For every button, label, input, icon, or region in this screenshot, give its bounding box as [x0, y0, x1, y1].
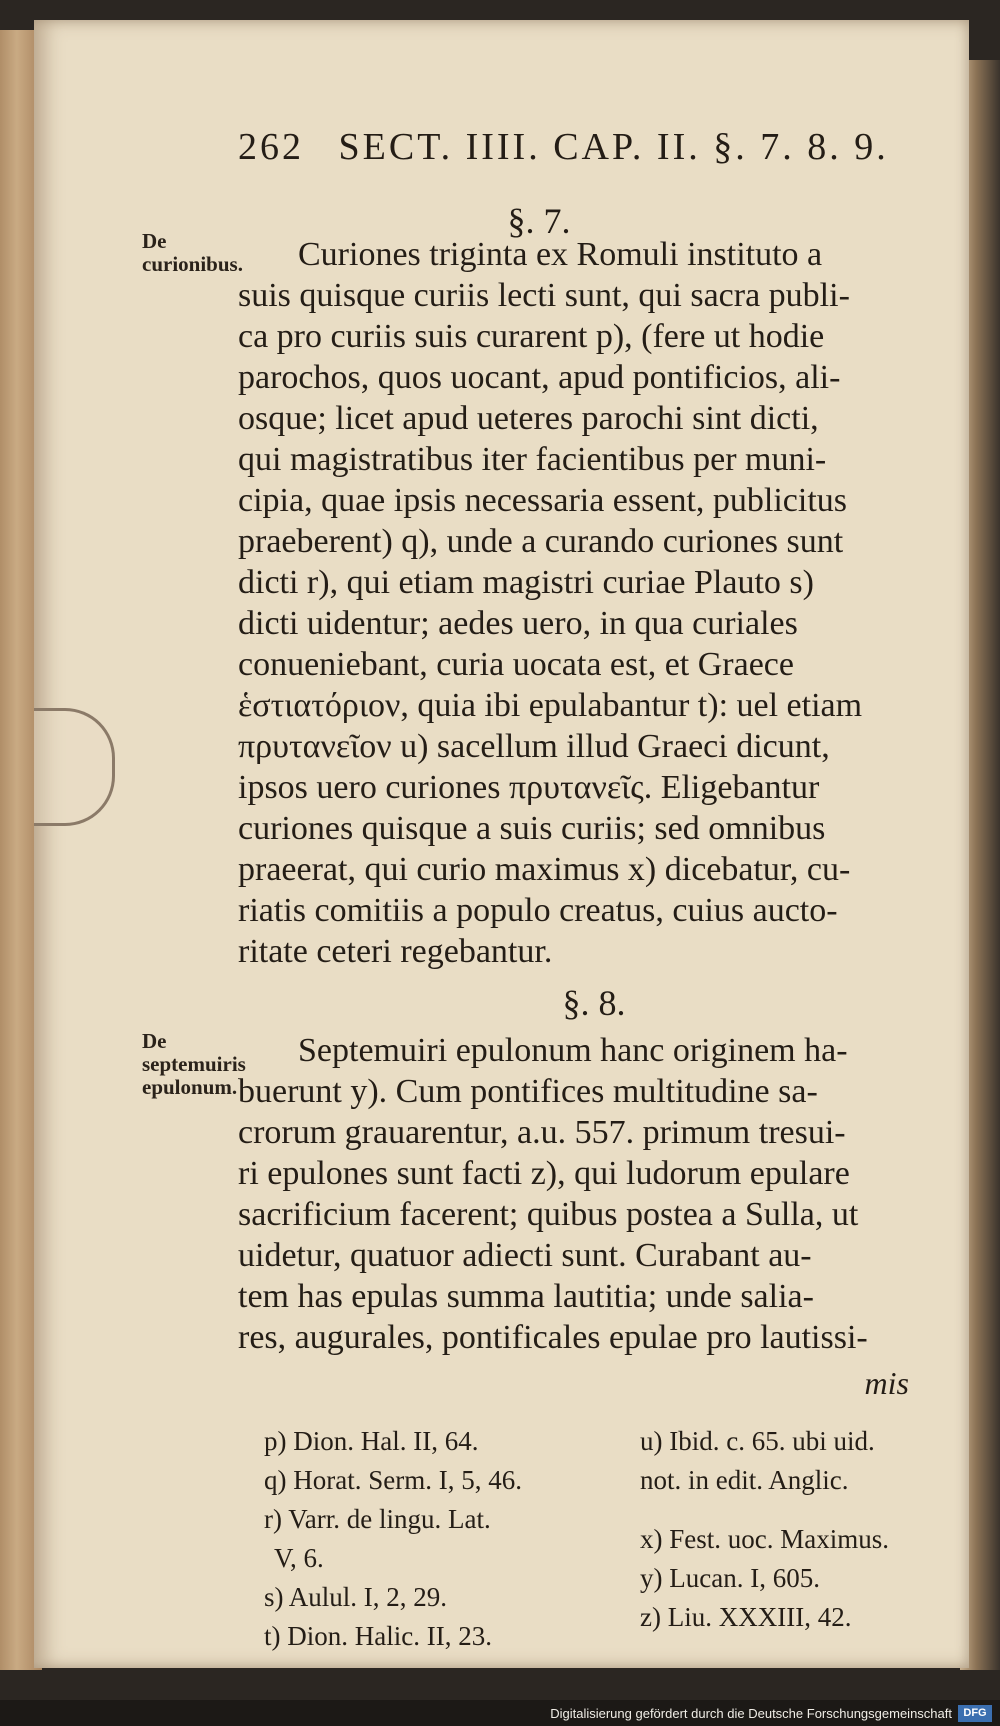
text-line: cipia, quae ipsis necessaria essent, publicitus: [238, 482, 847, 519]
section-7-heading: §. 7.: [507, 201, 571, 241]
text-line: Septemuiri epulonum hanc originem ha-: [298, 1032, 848, 1069]
text-line: suis quisque curiis lecti sunt, qui sacra publi-: [238, 277, 850, 314]
text-line: parochos, quos uocant, apud pontificios, ali-: [238, 359, 841, 396]
text-line: res, augurales, pontificales epulae pro lautissi-: [238, 1319, 868, 1356]
text-line: riatis comitiis a populo creatus, cuius aucto-: [238, 892, 838, 929]
text-line: curiones quisque a suis curiis; sed omnibus: [238, 810, 826, 847]
text-line: sacrificium facerent; quibus postea a Sulla, ut: [238, 1196, 859, 1233]
text-line: Curiones triginta ex Romuli instituto a: [298, 236, 823, 273]
text-line: dicti r), qui etiam magistri curiae Plauto s): [238, 564, 814, 601]
dfg-logo: DFG: [958, 1705, 992, 1722]
running-head-title: SECT. IIII. CAP. II. §. 7. 8. 9.: [338, 126, 889, 168]
text-line: ri epulones sunt facti z), qui ludorum epulare: [238, 1155, 850, 1192]
text-line: crorum grauarentur, a.u. 557. primum tresui-: [238, 1114, 846, 1151]
footnotes-right: [640, 1422, 889, 1637]
digitization-credit: Digitalisierung gefördert durch die Deutsche Forschungsgemeinschaft: [550, 1706, 952, 1721]
text-line: osque; licet apud ueteres parochi sint dicti,: [238, 400, 819, 437]
text-line: dicti uidentur; aedes uero, in qua curiales: [238, 605, 798, 642]
section-7-text: [238, 234, 958, 972]
footnotes-left: [264, 1422, 522, 1656]
footnote: s) Aulul. I, 2, 29.: [264, 1582, 448, 1612]
section-8-heading: §. 8.: [562, 983, 626, 1023]
footnote: u) Ibid. c. 65. ubi uid.: [640, 1426, 875, 1456]
text-line: praeberent) q), unde a curando curiones sunt: [238, 523, 844, 560]
footnote: y) Lucan. I, 605.: [640, 1563, 820, 1593]
text-line: praeerat, qui curio maximus x) dicebatur, cu-: [238, 851, 851, 888]
text-line: uidetur, quatuor adiecti sunt. Curabant au-: [238, 1237, 812, 1274]
text-line: qui magistratibus iter facientibus per muni-: [238, 441, 827, 478]
text-line: πρυτανεῖον u) sacellum illud Graeci dicunt,: [238, 728, 830, 765]
footnote: p) Dion. Hal. II, 64.: [264, 1426, 479, 1456]
text-line: ritate ceteri regebantur.: [238, 933, 553, 970]
book-page: [34, 20, 969, 1668]
footnote: t) Dion. Halic. II, 23.: [264, 1621, 492, 1651]
footnote: V, 6.: [274, 1543, 324, 1573]
catchword: mis: [864, 1365, 909, 1401]
footnote: x) Fest. uoc. Maximus.: [640, 1524, 889, 1554]
running-head: [238, 125, 889, 169]
text-line: tem has epulas summa lautitia; unde salia-: [238, 1278, 814, 1315]
text-line: ἑστιατόριον, quia ibi epulabantur t): uel etiam: [238, 687, 863, 724]
page-clip-tab: [34, 708, 115, 826]
text-line: conueniebant, curia uocata est, et Graece: [238, 646, 794, 683]
text-line: ipsos uero curiones πρυτανεῖς. Eligebantur: [238, 769, 820, 806]
footnote: z) Liu. XXXIII, 42.: [640, 1602, 852, 1632]
page-number: 262: [238, 126, 304, 168]
text-line: ca pro curiis suis curarent p), (fere ut hodie: [238, 318, 825, 355]
margin-note-curionibus: De curionibus.: [142, 229, 243, 276]
margin-note-septemuiris: De septemuiris epulonum.: [142, 1029, 246, 1099]
footnote: r) Varr. de lingu. Lat.: [264, 1504, 491, 1534]
footnote: not. in edit. Anglic.: [640, 1465, 849, 1495]
footnote: q) Horat. Serm. I, 5, 46.: [264, 1465, 522, 1495]
text-line: buerunt y). Cum pontifices multitudine sa-: [238, 1073, 818, 1110]
section-8-text: [238, 1030, 958, 1358]
